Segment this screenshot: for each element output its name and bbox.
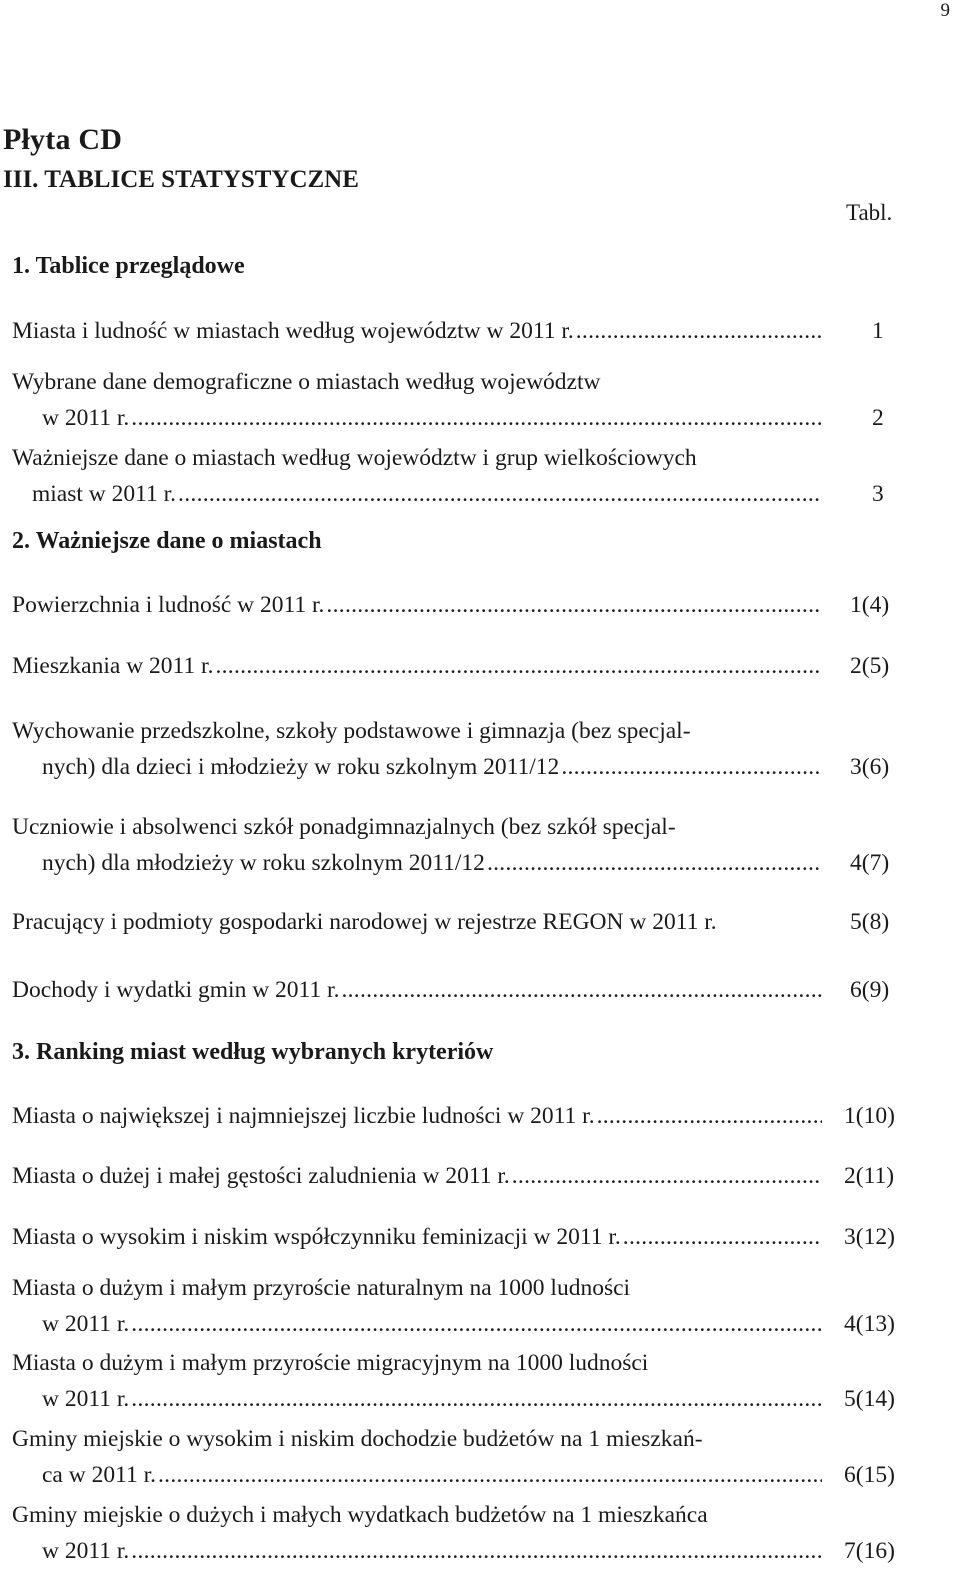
toc-entry-text: Gminy miejskie o wysokim i niskim dochodzie budżetów na 1 mieszkań- bbox=[12, 1426, 703, 1452]
table-number: 5(14) bbox=[844, 1386, 895, 1412]
toc-entry[interactable] bbox=[12, 587, 890, 623]
toc-entry-text: Gminy miejskie o dużych i małych wydatkach budżetów na 1 mieszkańca bbox=[12, 1502, 708, 1528]
section-heading: 2. Ważniejsze dane o miastach bbox=[12, 528, 322, 554]
toc-entry[interactable] bbox=[12, 1421, 895, 1493]
table-number: 5(8) bbox=[850, 909, 890, 935]
table-number-column-header: Tabl. bbox=[846, 200, 893, 225]
toc-entry-text: Miasta o największej i najmniejszej liczbie ludności w 2011 r. bbox=[12, 1103, 595, 1129]
toc-entry-text-continued: w 2011 r. bbox=[42, 1311, 130, 1337]
page-number: 9 bbox=[940, 0, 950, 21]
section-heading: 3. Ranking miast według wybranych kryteriów bbox=[12, 1039, 494, 1065]
leader-dots bbox=[131, 1306, 822, 1342]
toc-entry[interactable] bbox=[12, 1158, 895, 1194]
leader-dots bbox=[561, 749, 822, 785]
toc-entry[interactable] bbox=[12, 364, 884, 436]
toc-entry-text: Powierzchnia i ludność w 2011 r. bbox=[12, 592, 325, 618]
toc-entry-text: Miasta o dużym i małym przyroście naturalnym na 1000 ludności bbox=[12, 1275, 631, 1301]
toc-entry[interactable] bbox=[12, 972, 890, 1008]
table-number: 2(11) bbox=[844, 1163, 895, 1189]
toc-entry[interactable] bbox=[12, 1219, 895, 1255]
table-number: 1 bbox=[872, 318, 884, 344]
toc-entry-text: Uczniowie i absolwenci szkół ponadgimnazjalnych (bez szkół specjal- bbox=[12, 814, 676, 840]
toc-entry-text: Mieszkania w 2011 r. bbox=[12, 653, 214, 679]
toc-entry[interactable] bbox=[12, 440, 884, 512]
leader-dots bbox=[341, 972, 822, 1008]
toc-entry-text-continued: nych) dla młodzieży w roku szkolnym 2011/12 bbox=[42, 850, 485, 876]
leader-dots bbox=[131, 1381, 822, 1417]
leader-dots bbox=[512, 1158, 822, 1194]
toc-entry-text: Miasta o dużej i małej gęstości zaludnienia w 2011 r. bbox=[12, 1163, 510, 1189]
table-number: 6(9) bbox=[850, 977, 890, 1003]
toc-entry-text: Miasta o dużym i małym przyroście migracyjnym na 1000 ludności bbox=[12, 1350, 649, 1376]
leader-dots bbox=[326, 587, 822, 623]
leader-dots bbox=[576, 313, 822, 349]
toc-entry-text: Pracujący i podmioty gospodarki narodowej w rejestrze REGON w 2011 r. bbox=[12, 909, 717, 935]
table-number: 4(13) bbox=[844, 1311, 895, 1337]
table-number: 2 bbox=[872, 405, 884, 431]
page-title: Płyta CD bbox=[3, 123, 123, 156]
toc-entry-text: Wybrane dane demograficzne o miastach według województw bbox=[12, 369, 601, 395]
table-number: 1(10) bbox=[844, 1103, 895, 1129]
table-number: 1(4) bbox=[850, 592, 890, 618]
chapter-title: III. TABLICE STATYSTYCZNE bbox=[3, 166, 359, 193]
leader-dots bbox=[597, 1098, 822, 1134]
toc-entry-text-continued: w 2011 r. bbox=[42, 405, 130, 431]
table-number: 3(12) bbox=[844, 1224, 895, 1250]
table-number: 4(7) bbox=[850, 850, 890, 876]
table-number: 6(15) bbox=[844, 1462, 895, 1488]
toc-entry[interactable] bbox=[12, 648, 890, 684]
leader-dots bbox=[178, 476, 822, 512]
toc-entry[interactable] bbox=[12, 904, 890, 940]
section-heading: 1. Tablice przeglądowe bbox=[12, 253, 245, 279]
leader-dots bbox=[215, 648, 822, 684]
toc-entry-text: Wychowanie przedszkolne, szkoły podstawowe i gimnazja (bez specjal- bbox=[12, 718, 691, 744]
table-number: 2(5) bbox=[850, 653, 890, 679]
table-number: 7(16) bbox=[844, 1538, 895, 1564]
table-number: 3 bbox=[872, 481, 884, 507]
toc-entry-text: Ważniejsze dane o miastach według województw i grup wielkościowych bbox=[12, 445, 697, 471]
leader-dots bbox=[158, 1457, 822, 1493]
toc-entry[interactable] bbox=[12, 809, 890, 881]
leader-dots bbox=[131, 400, 822, 436]
toc-entry-text-continued: w 2011 r. bbox=[42, 1538, 130, 1564]
toc-entry-text: Miasta o wysokim i niskim współczynniku feminizacji w 2011 r. bbox=[12, 1224, 621, 1250]
table-number: 3(6) bbox=[850, 754, 890, 780]
toc-entry-text-continued: ca w 2011 r. bbox=[42, 1462, 156, 1488]
leader-dots bbox=[487, 845, 822, 881]
toc-entry-text-continued: w 2011 r. bbox=[42, 1386, 130, 1412]
toc-entry-text: Miasta i ludność w miastach według województw w 2011 r. bbox=[12, 318, 574, 344]
leader-dots bbox=[623, 1219, 822, 1255]
toc-entry[interactable] bbox=[12, 1098, 895, 1134]
toc-entry[interactable] bbox=[12, 1497, 895, 1569]
toc-entry[interactable] bbox=[12, 1270, 895, 1342]
toc-entry-text-continued: miast w 2011 r. bbox=[32, 481, 177, 507]
toc-entry-text-continued: nych) dla dzieci i młodzieży w roku szkolnym 2011/12 bbox=[42, 754, 560, 780]
toc-entry[interactable] bbox=[12, 1345, 895, 1417]
toc-entry[interactable] bbox=[12, 313, 884, 349]
toc-entry[interactable] bbox=[12, 713, 890, 785]
toc-entry-text: Dochody i wydatki gmin w 2011 r. bbox=[12, 977, 340, 1003]
leader-dots bbox=[131, 1533, 822, 1569]
